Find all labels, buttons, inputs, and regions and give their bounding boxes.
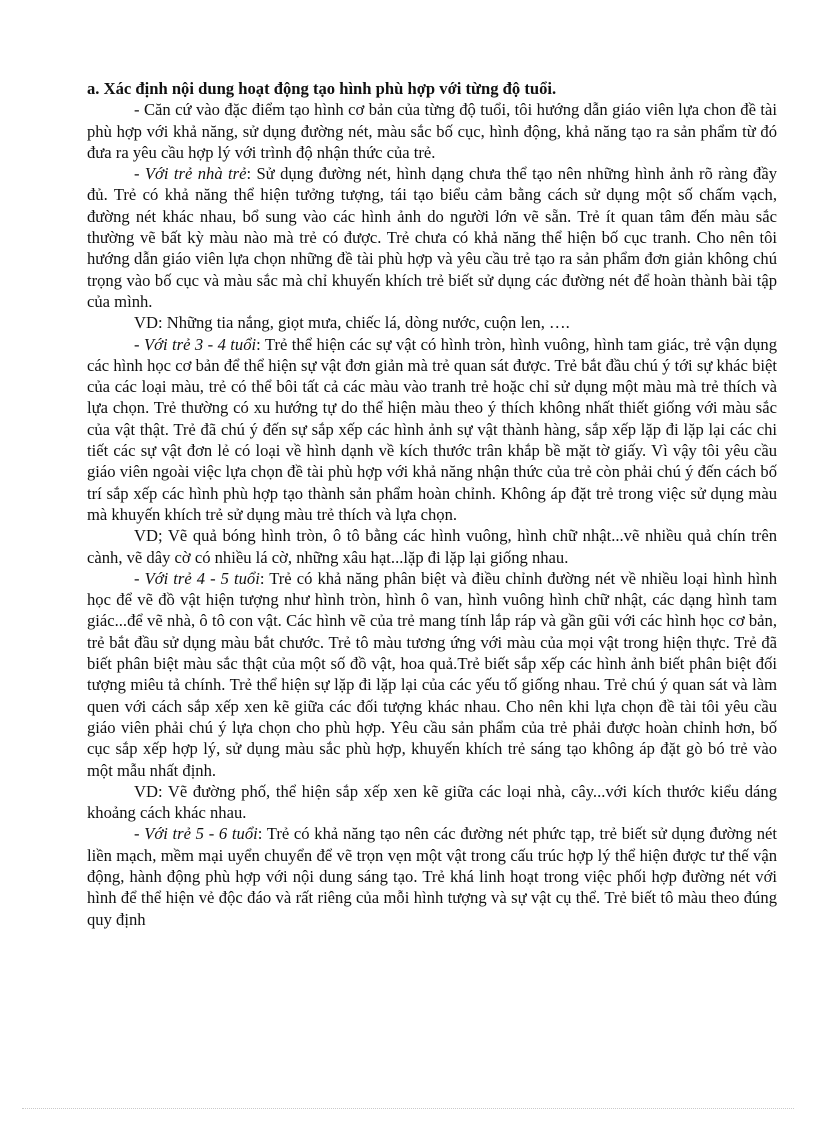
paragraph-age-4-5: [87, 568, 777, 781]
paragraph-nursery: [87, 163, 777, 312]
page-bottom-divider: [22, 1108, 794, 1109]
age-group-label-4-5: - Với trẻ 4 - 5 tuổi: [134, 568, 260, 588]
paragraph-age-3-4: [87, 334, 777, 526]
paragraph-age-3-4-text: : Trẻ thể hiện các sự vật có hình tròn, hình vuông, hình tam giác, trẻ vận dụng các hình học cơ bản để thể hiện sự vật đơn giản mà trẻ quan sát được. Trẻ bắt đầu chú ý tới sự khác biệt của các loại màu, trẻ có thể bôi tất cả các màu vào tranh trẻ hoặc chỉ sử dụng một màu mà trẻ thích và lựa chọn. Trẻ thường có xu hướng tự do thể hiện màu theo ý thích không nhất thiết giống với màu sắc của vật thật. Trẻ đã chú ý đến sự sắp xếp các hình ảnh sự vật thành hàng, sắp xếp lặp đi lặp lại các chi tiết các sự vật đơn lẻ có loại về hình dạnh về kích thước trân khắp bề mặt tờ giấy. Vì vậy tôi yêu cầu giáo viên ngoài việc lựa chọn đề tài phù hợp với khả năng nhận thức của trẻ còn phải chú ý đến cách bố trí sắp xếp các hình phù hợp tạo thành sản phẩm hoàn chỉnh. Không áp đặt trẻ trong việc sử dụng màu mà khuyến khích trẻ sử dụng màu trẻ thích và lựa chọn.: [87, 334, 778, 524]
paragraph-intro: - Căn cứ vào đặc điểm tạo hình cơ bản của từng độ tuổi, tôi hướng dẫn giáo viên lựa chon đề tài phù hợp với khả năng, sử dụng đường nét, màu sắc bố cục, hình động, khả năng tạo ra sản phẩm từ đó đưa ra yêu cầu hợp lý với trình độ nhận thức của trẻ.: [87, 100, 777, 162]
document-body: [87, 78, 777, 930]
example-age-4-5: VD: Vẽ đường phố, thể hiện sắp xếp xen kẽ giữa các loại nhà, cây...với kích thước kiểu dáng khoảng cách khác nhau.: [87, 781, 777, 823]
age-group-label-3-4: - Với trẻ 3 - 4 tuổi: [134, 334, 257, 354]
example-age-3-4: VD; Vẽ quả bóng hình tròn, ô tô bằng các hình vuông, hình chữ nhật...vẽ nhiều quả chín trên cành, vẽ dây cờ có nhiều lá cờ, những xâu hạt...lặp đi lặp lại giống nhau.: [87, 526, 777, 567]
paragraph-nursery-text: : Sử dụng đường nét, hình dạng chưa thể tạo nên những hình ảnh rõ ràng đầy đủ. Trẻ có khả năng thể hiện tưởng tượng, tái tạo biểu cảm bằng cách sử dụng một số chấm vạch, đường nét khác nhau, bổ sung vào các hình ảnh do người lớn vẽ sẵn. Trẻ ít quan tâm đến màu sắc thường vẽ bất kỳ màu nào mà trẻ có được. Trẻ chưa có khả năng thể hiện bố cục tranh. Cho nên tôi hướng dẫn giáo viên lựa chọn những đề tài phù hợp và yêu cầu trẻ tạo ra sản phẩm đơn giản không chú trọng vào bố cục và màu sắc mà chỉ khuyến khích trẻ biết sử dụng các đường nét để hoàn thành bài tập của mình.: [87, 164, 777, 311]
age-group-label-nursery: - Với trẻ nhà trẻ: [134, 164, 247, 184]
paragraph-age-4-5-text: : Trẻ có khả năng phân biệt và điều chỉnh đường nét về nhiều loại hình hình học để vẽ đồ vật hiện tượng như hình tròn, hình ô van, hình vuông hình chữ nhật, các dạng hình tam giác...để vẽ nhà, ô tô con vật. Các hình vẽ của trẻ mang tính lắp ráp và gần gũi với các hình học cơ bản, trẻ bắt đầu sử dụng màu bắt chước. Trẻ tô màu tương ứng với màu của mọi vật trong hiện thực. Trẻ đã biết phân biệt màu sắc thật của một số đồ vật, hoa quả.Trẻ biết sắp xếp các hình ảnh biết phân biệt đối tượng miêu tả chính. Trẻ thể hiện sự lặp đi lặp lại của các yếu tố giống nhau. Trẻ chú ý quan sát và làm quen với cách sắp xếp xen kẽ giữa các đối tượng khác nhau. Cho nên khi lựa chọn đề tài tôi yêu cầu giáo viên phải chú ý lựa chọn cho phù hợp. Yêu cầu sản phẩm của trẻ phải được hoàn chỉnh hơn, bố cục sắp xếp hợp lý, sử dụng màu sắc phù hợp, khuyến khích trẻ sáng tạo không áp đặt gò bó trẻ vào một mẫu nhất định.: [87, 568, 778, 780]
age-group-label-5-6: - Với trẻ 5 - 6 tuổi: [134, 824, 258, 844]
paragraph-age-5-6: [87, 823, 777, 929]
section-heading: a. Xác định nội dung hoạt động tạo hình phù hợp với từng độ tuổi.: [87, 79, 557, 98]
example-nursery: VD: Những tia nắng, giọt mưa, chiếc lá, dòng nước, cuộn len, ….: [134, 313, 570, 333]
paragraph-age-5-6-text: : Trẻ có khả năng tạo nên các đường nét phức tạp, trẻ biết sử dụng đường nét liền mạch, mềm mại uyển chuyển để vẽ trọn vẹn một vật trong cấu trúc hợp lý thể hiện được tư thế vận động, hành động phù hợp với nội dung sáng tạo. Trẻ khá linh hoạt trong việc phối hợp đường nét với hình để thể hiện vẻ độc đáo và rất riêng của mỗi hình tượng và sự vật cụ thể. Trẻ biết tô màu theo đúng quy định: [87, 824, 777, 929]
